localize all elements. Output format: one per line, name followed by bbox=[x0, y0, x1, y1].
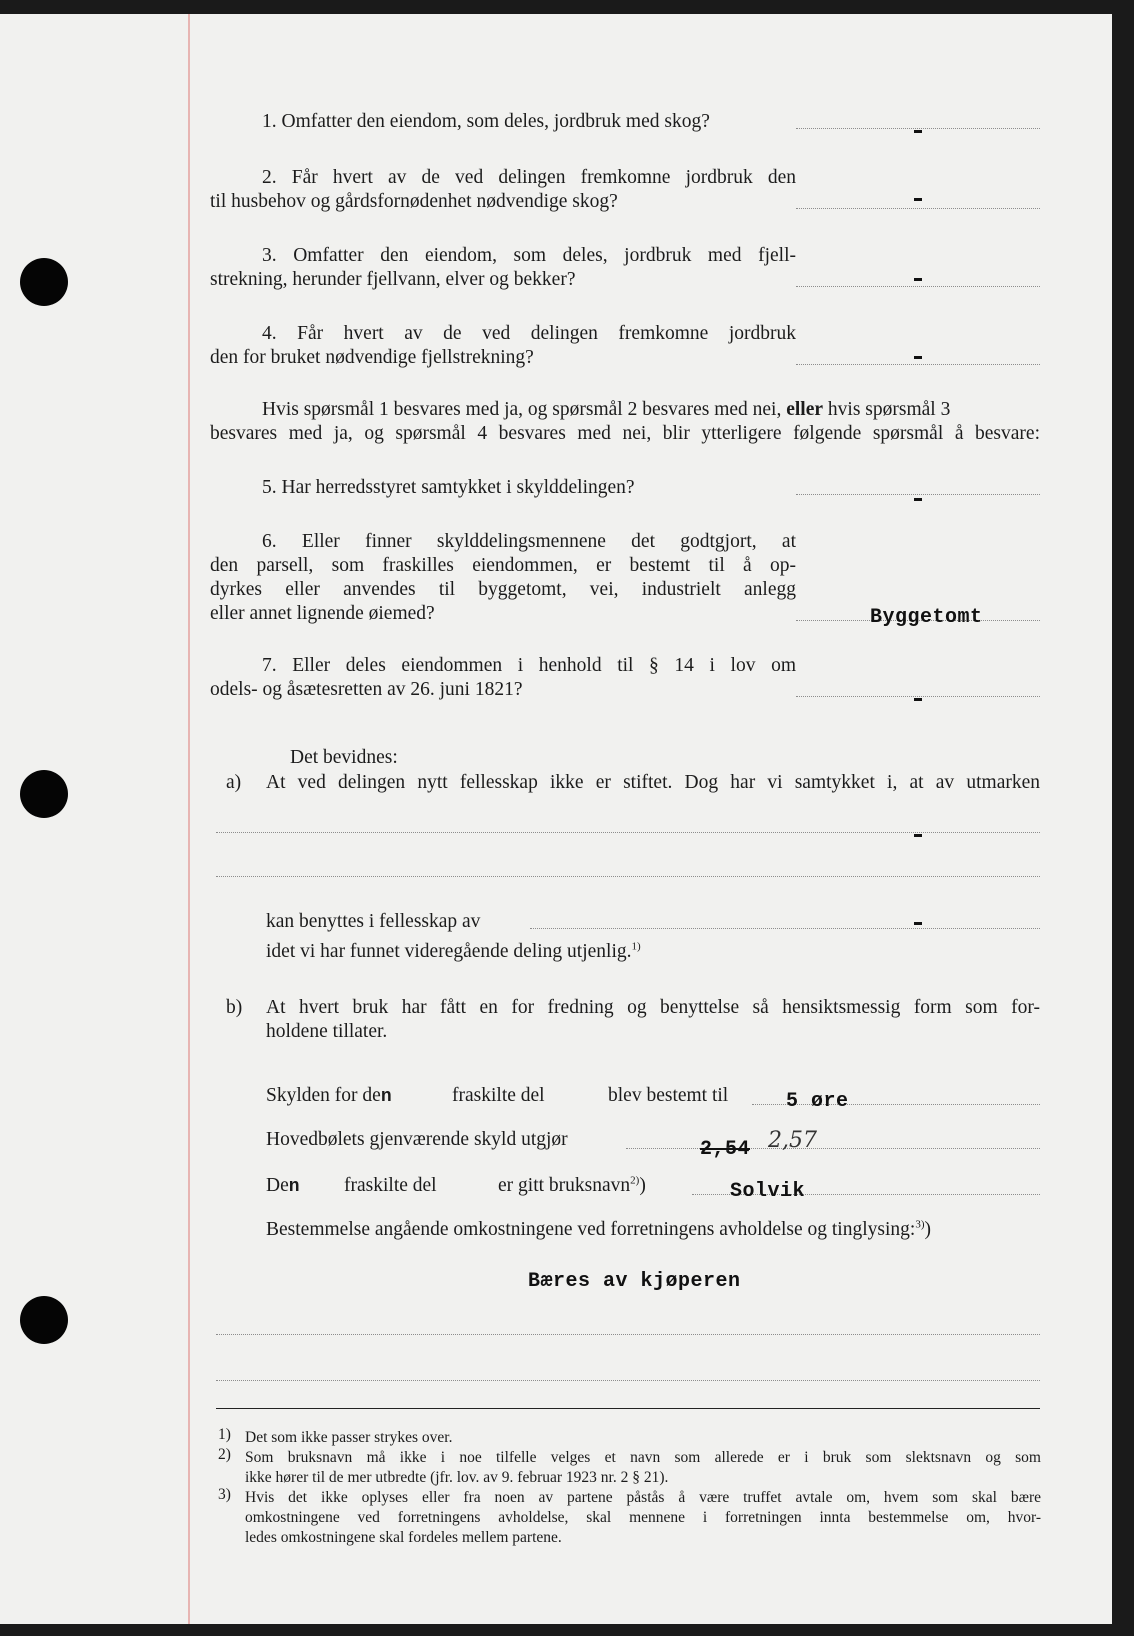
question-6-line-3: dyrkes eller anvendes til byggetomt, vei, industrielt anlegg bbox=[210, 579, 796, 600]
answer-line-5 bbox=[796, 494, 1040, 495]
skyld-label-a: Skylden for den bbox=[266, 1085, 392, 1107]
footnote-3 bbox=[245, 1488, 1041, 1548]
margin-line bbox=[188, 14, 190, 1624]
footnote-2-line-2: ikke hører til de mer utbredte (jfr. lov. av 9. februar 1923 nr. 2 § 21). bbox=[245, 1469, 669, 1486]
question-3-line-2: strekning, herunder fjellvann, elver og bekker? bbox=[210, 269, 576, 290]
hovedbol-label: Hovedbølets gjenværende skyld utgjør bbox=[266, 1129, 568, 1150]
hovedbol-new-value: 2,57 bbox=[768, 1128, 817, 1153]
attest-a-line-2 bbox=[216, 876, 1040, 877]
answer-4 bbox=[914, 356, 922, 359]
answer-7 bbox=[914, 698, 922, 701]
attest-b-line-1: At hvert bruk har fått en for fredning og benyttelse så hensiktsmessig form som for- bbox=[266, 997, 1040, 1018]
footnote-3-mark: 3) bbox=[218, 1486, 231, 1503]
attest-a-label: a) bbox=[226, 772, 242, 793]
answer-line-3 bbox=[796, 286, 1040, 287]
bruksnavn-typed-n: n bbox=[288, 1177, 300, 1197]
condition-bold-word: eller bbox=[786, 399, 824, 420]
bruksnavn-label-c: er gitt bruksnavn$^{2)}$) bbox=[498, 1174, 646, 1196]
costs-line-1 bbox=[216, 1334, 1040, 1335]
footnote-1: Det som ikke passer strykes over. bbox=[245, 1429, 453, 1446]
attest-a-line-1 bbox=[216, 832, 1040, 833]
answer-line-1 bbox=[796, 128, 1040, 129]
shared-use-label: kan benyttes i fellesskap av bbox=[266, 911, 481, 932]
question-3-line-1: 3. Omfatter den eiendom, som deles, jordbruk med fjell- bbox=[262, 245, 796, 266]
question-1-line-1: 1. Omfatter den eiendom, som deles, jordbruk med skog? bbox=[262, 111, 710, 132]
shared-use-line bbox=[530, 928, 1040, 929]
bruksnavn-label-a: Den bbox=[266, 1175, 300, 1197]
costs-footnote-mark: 3) bbox=[915, 1218, 925, 1231]
condition-line-2: besvares med ja, og spørsmål 4 besvares med nei, blir ytterligere følgende spørsmål å besvare: bbox=[210, 423, 1040, 444]
answer-3 bbox=[914, 278, 922, 281]
attest-heading: Det bevidnes: bbox=[290, 747, 398, 768]
attest-a-text: At ved delingen nytt fellesskap ikke er stiftet. Dog har vi samtykket i, at av utmarken bbox=[266, 772, 1040, 793]
hovedbol-old-value: 2,54 bbox=[700, 1138, 751, 1161]
question-6-line-1: 6. Eller finner skylddelingsmennene det godtgjort, at bbox=[262, 531, 796, 552]
bruksnavn-label-b: fraskilte del bbox=[344, 1175, 437, 1196]
footnote-3-line-1: Hvis det ikke oplyses eller fra noen av partene påstås å være truffet avtale om, hvem som skal bære bbox=[245, 1489, 1041, 1506]
skyld-label-c: blev bestemt til bbox=[608, 1085, 729, 1106]
question-7-line-1: 7. Eller deles eiendommen i henhold til § 14 i lov om bbox=[262, 655, 796, 676]
question-2-line-2: til husbehov og gårdsfornødenhet nødvendige skog? bbox=[210, 191, 618, 212]
hovedbol-line bbox=[626, 1148, 1040, 1149]
bruksnavn-value: Solvik bbox=[730, 1180, 806, 1203]
shared-use-answer bbox=[914, 922, 922, 925]
skyld-typed-n: n bbox=[380, 1087, 392, 1107]
attest-a-answer bbox=[914, 834, 922, 837]
reason-footnote-mark: 1) bbox=[631, 940, 641, 953]
punch-hole-middle bbox=[20, 770, 68, 818]
question-5-line-1: 5. Har herredsstyret samtykket i skylddelingen? bbox=[262, 477, 635, 498]
footnote-rule bbox=[216, 1408, 1040, 1409]
attest-b-label: b) bbox=[226, 997, 243, 1018]
answer-line-7 bbox=[796, 696, 1040, 697]
answer-line-4 bbox=[796, 364, 1040, 365]
footnote-1-mark: 1) bbox=[218, 1426, 231, 1443]
reason-text: idet vi har funnet videregående deling utjenlig.$^{1)}$ bbox=[266, 940, 641, 962]
bruksnavn-footnote-mark: 2) bbox=[630, 1174, 640, 1187]
answer-6: Byggetomt bbox=[870, 606, 983, 629]
question-4-line-2: den for bruket nødvendige fjellstrekning? bbox=[210, 347, 534, 368]
skyld-value: 5 øre bbox=[786, 1090, 849, 1113]
answer-5 bbox=[914, 498, 922, 501]
punch-hole-bottom bbox=[20, 1296, 68, 1344]
costs-value: Bæres av kjøperen bbox=[528, 1270, 741, 1293]
question-7-line-2: odels- og åsætesretten av 26. juni 1821? bbox=[210, 679, 523, 700]
answer-1 bbox=[914, 130, 922, 133]
skyld-label-b: fraskilte del bbox=[452, 1085, 545, 1106]
costs-line-2 bbox=[216, 1380, 1040, 1381]
footnote-2-mark: 2) bbox=[218, 1446, 231, 1463]
condition-line-1: Hvis spørsmål 1 besvares med ja, og spørsmål 2 besvares med nei, eller hvis spørsmål 3 bbox=[262, 399, 951, 420]
document-page bbox=[0, 14, 1112, 1624]
costs-label: Bestemmelse angående omkostningene ved forretningens avholdelse og tinglysing:$^{3)}$) bbox=[266, 1218, 931, 1240]
question-2-line-1: 2. Får hvert av de ved delingen fremkomne jordbruk den bbox=[262, 167, 796, 188]
punch-hole-top bbox=[20, 258, 68, 306]
answer-2 bbox=[914, 198, 922, 201]
footnote-3-line-3: ledes omkostningene skal fordeles mellem partene. bbox=[245, 1529, 562, 1546]
question-6-line-4: eller annet lignende øiemed? bbox=[210, 603, 435, 624]
footnote-2 bbox=[245, 1448, 1041, 1488]
answer-line-2 bbox=[796, 208, 1040, 209]
question-6-line-2: den parsell, som fraskilles eiendommen, er bestemt til å op- bbox=[210, 555, 796, 576]
attest-b-line-2: holdene tillater. bbox=[266, 1021, 388, 1042]
footnote-3-line-2: omkostningene ved forretningens avholdelse, skal mennene i forretningen innta bestemmelse om, hvor- bbox=[245, 1509, 1041, 1526]
question-4-line-1: 4. Får hvert av de ved delingen fremkomne jordbruk bbox=[262, 323, 796, 344]
footnote-2-line-1: Som bruksnavn må ikke i noe tilfelle velges et navn som allerede er i bruk som slektsnavn og som bbox=[245, 1449, 1041, 1466]
